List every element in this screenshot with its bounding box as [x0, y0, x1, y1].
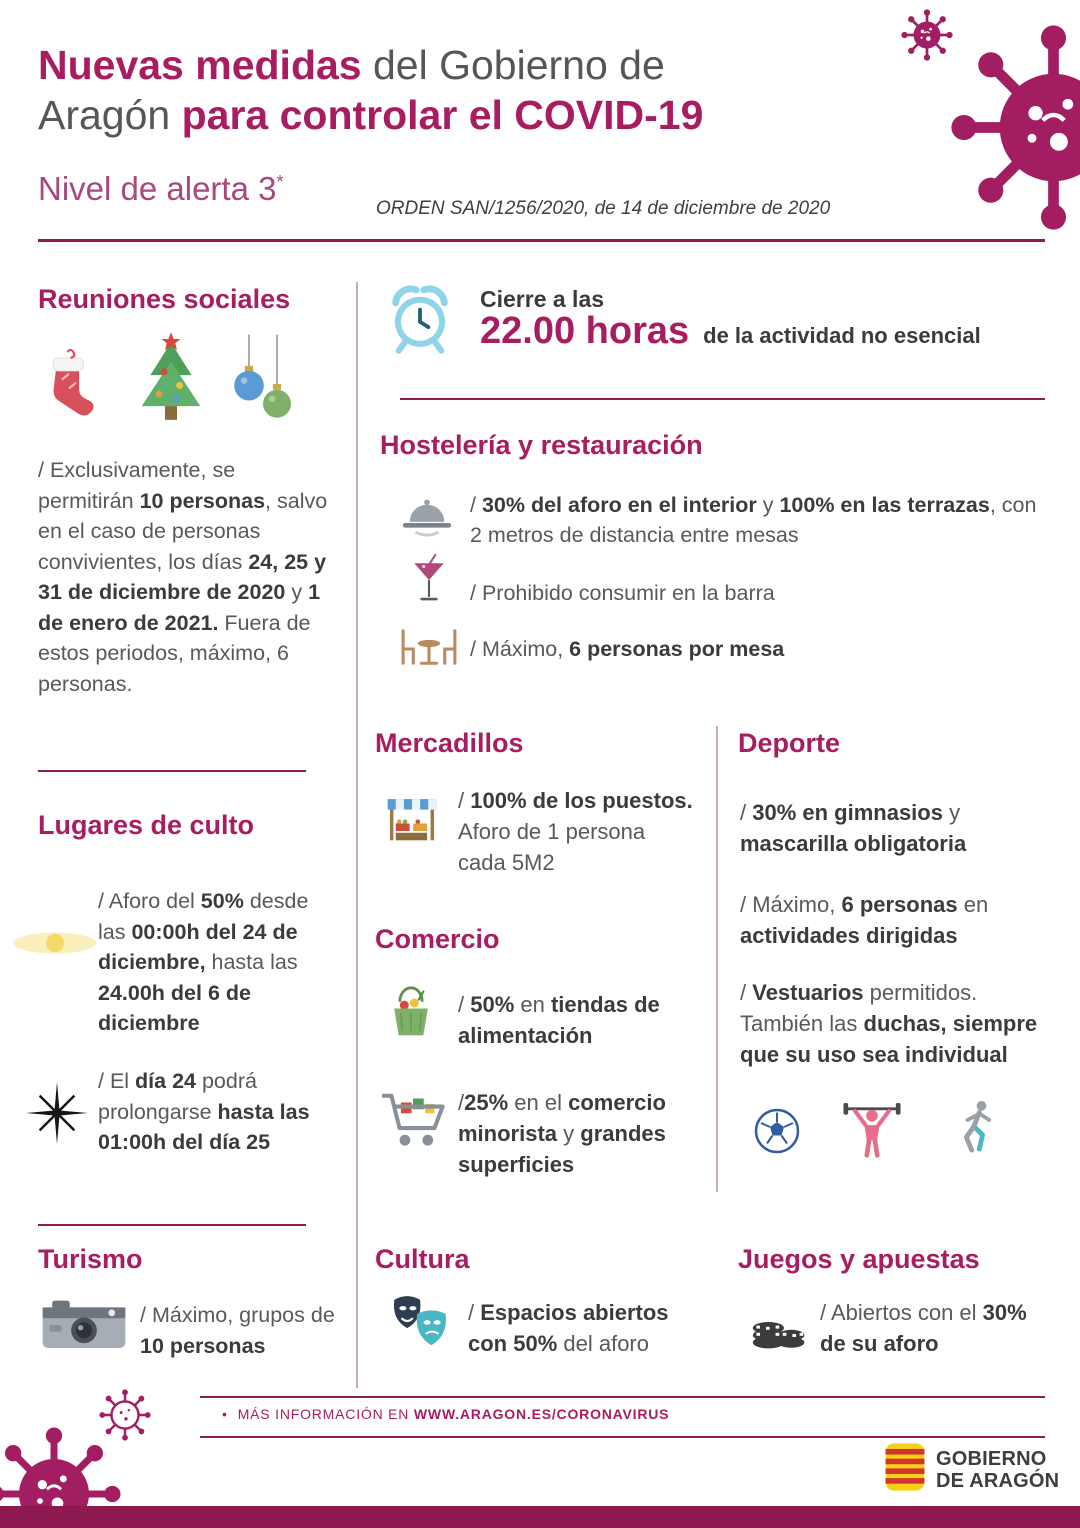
page-title-line1: Nuevas medidas del Gobierno de: [38, 42, 665, 88]
table-and-chairs-icon: [396, 626, 462, 668]
grocery-basket-icon: [383, 984, 439, 1042]
comercio-item-text: / 50% en tiendas de alimentación: [458, 992, 660, 1048]
closure-time: 22.00 horas: [480, 310, 690, 352]
alert-level-text: Nivel de alerta 3: [38, 170, 277, 207]
section-divider: [400, 398, 1045, 400]
virus-icon: [946, 20, 1080, 235]
section-title-comercio: Comercio: [375, 924, 500, 954]
sun-glow-icon: [10, 920, 100, 966]
mercadillos-item-text: / 100% de los puestos. Aforo de 1 persona cada 5M2: [458, 788, 693, 875]
page-title-line2: Aragón para controlar el COVID-19: [38, 92, 704, 139]
cultura-item-text: / Espacios abiertos con 50% del aforo: [468, 1300, 669, 1356]
header-rule: [38, 239, 1045, 242]
gobierno-aragon-logo: [936, 1448, 1059, 1492]
weightlifter-icon: [840, 1096, 904, 1160]
culto-item-text: / El día 24 podrá prolongarse hasta las 01:00h del día 25: [98, 1069, 310, 1155]
section-title-culto: Lugares de culto: [38, 810, 255, 840]
footer-info: [222, 1406, 669, 1422]
section-title-reuniones: Reuniones sociales: [38, 284, 291, 314]
alert-level: [38, 170, 283, 208]
juegos-item-text: / Abiertos con el 30% de su aforo: [820, 1300, 1027, 1356]
hosteleria-item-text: / 30% del aforo en el interior y 100% en las terrazas, con 2 metros de distancia entre mesas: [470, 493, 1037, 548]
culto-item-text: / Aforo del 50% desde las 00:00h del 24 de diciembre, hasta las 24.00h del 6 de diciembre: [98, 889, 309, 1036]
hosteleria-item-text: / Máximo, 6 personas por mesa: [470, 637, 785, 661]
footer-rule-top: [200, 1396, 1045, 1398]
aragon-flag-icon: [884, 1442, 926, 1492]
closure-time-row: [480, 310, 981, 353]
section-title-deporte: Deporte: [738, 728, 841, 758]
star-sparkle-icon: [26, 1082, 88, 1144]
cocktail-glass-icon: [408, 548, 450, 608]
section-title-mercadillos: Mercadillos: [375, 728, 524, 758]
hosteleria-item-text: / Prohibido consumir en la barra: [470, 581, 775, 605]
christmas-stocking-icon: [40, 338, 98, 430]
deporte-item-text: / 30% en gimnasios y mascarilla obligatoria: [740, 800, 967, 856]
alarm-clock-icon: [382, 280, 458, 356]
reuniones-body-text: / Exclusivamente, se permitirán 10 personas, salvo en el caso de personas convivientes, los días 24, 25 y 31 de diciembre de 2020 y 1 de enero de 2021. Fuera de estos periodos, máximo, 6 personas.: [38, 458, 328, 696]
runner-icon: [948, 1098, 1002, 1158]
serving-tray-icon: [398, 492, 456, 538]
comercio-item-text: /25% en el comercio minorista y grandes superficies: [458, 1090, 666, 1177]
market-stall-icon: [383, 790, 441, 850]
footer-bullet: •: [222, 1406, 228, 1422]
logo-line1: GOBIERNO: [936, 1448, 1047, 1470]
logo-line2: DE ARAGÓN: [936, 1470, 1060, 1492]
section-title-turismo: Turismo: [38, 1244, 143, 1274]
christmas-tree-icon: [128, 330, 214, 434]
closure-scope: de la actividad no esencial: [703, 323, 981, 348]
page-title: [38, 40, 878, 140]
turismo-item-text: / Máximo, grupos de 10 personas: [140, 1303, 335, 1358]
order-reference: ORDEN SAN/1256/2020, de 14 de diciembre de 2020: [376, 198, 831, 219]
soccer-ball-icon: [752, 1106, 802, 1156]
alert-note-mark: *: [276, 172, 284, 192]
column-divider: [716, 726, 718, 1192]
column-divider: [356, 282, 358, 1388]
section-title-cultura: Cultura: [375, 1244, 470, 1274]
bottom-bar: [0, 1506, 1080, 1528]
camera-icon: [40, 1296, 128, 1354]
closure-intro: Cierre a las: [480, 286, 605, 312]
deporte-item-text: / Vestuarios permitidos. También las duchas, siempre que su uso sea individual: [740, 980, 1038, 1067]
section-title-hosteleria: Hostelería y restauración: [380, 430, 703, 460]
section-divider: [38, 770, 306, 772]
christmas-baubles-icon: [226, 334, 300, 434]
poker-chips-icon: [748, 1296, 808, 1354]
footer-info-text: MÁS INFORMACIÓN EN WWW.ARAGON.ES/CORONAVIRUS: [237, 1406, 670, 1422]
theater-masks-icon: [383, 1294, 457, 1358]
footer-rule-bottom: [200, 1436, 1045, 1438]
section-title-juegos: Juegos y apuestas: [738, 1244, 980, 1274]
shopping-cart-icon: [378, 1084, 452, 1156]
deporte-item-text: / Máximo, 6 personas en actividades dirigidas: [740, 892, 989, 948]
section-divider: [38, 1224, 306, 1226]
